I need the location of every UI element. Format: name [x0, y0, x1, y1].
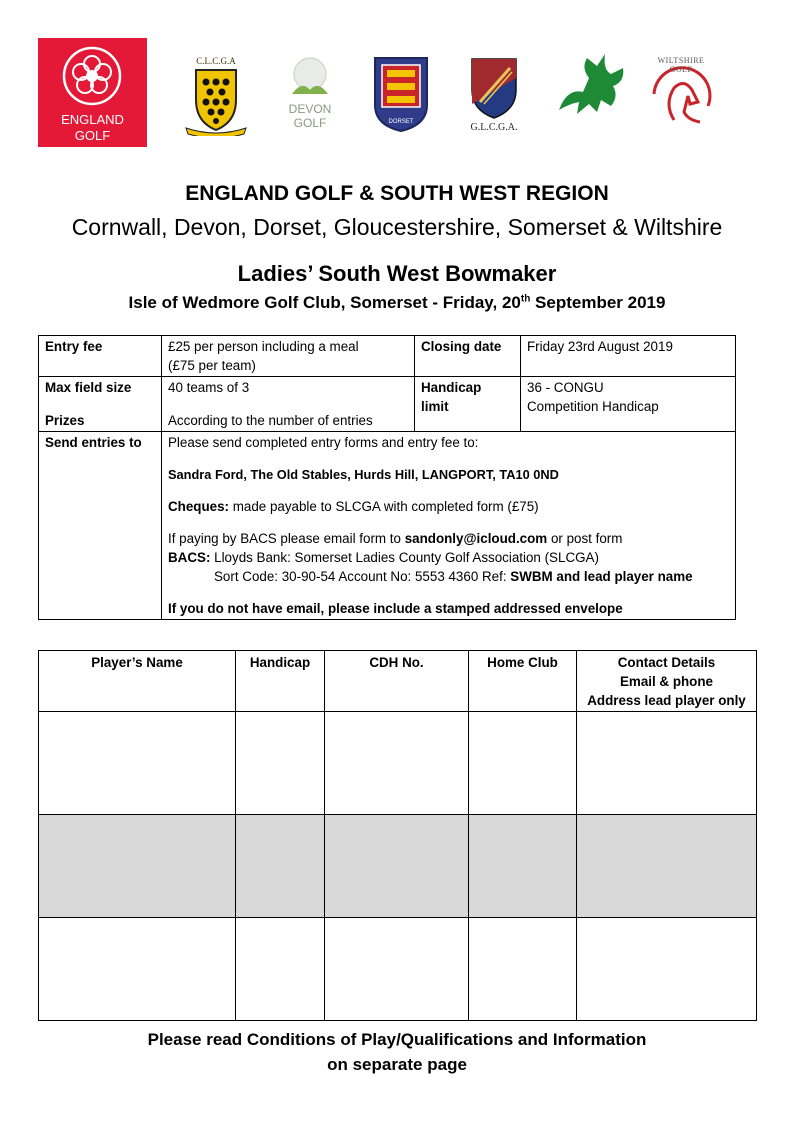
bacs-bank: Lloyds Bank: Somerset Ladies County Golf Association (SLCGA)	[210, 550, 599, 565]
handicap-label-2: limit	[421, 399, 449, 414]
col-handicap: Handicap	[236, 651, 325, 712]
prizes-value: According to the number of entries	[168, 413, 373, 428]
player-1-cdh-cell[interactable]	[325, 712, 469, 815]
no-email-note: If you do not have email, please include a stamped addressed envelope	[168, 601, 623, 616]
footer-line-1: Please read Conditions of Play/Qualifications and Information	[147, 1030, 647, 1049]
col-contact-details	[577, 651, 757, 712]
player-1-handicap-cell[interactable]	[236, 712, 325, 815]
bacs-bank-line	[168, 548, 729, 567]
player-3-handicap-cell[interactable]	[236, 918, 325, 1021]
player-3-name-cell[interactable]	[39, 918, 236, 1021]
postal-address: Sandra Ford, The Old Stables, Hurds Hill, LANGPORT, TA10 0ND	[168, 467, 559, 482]
player-2-club-cell[interactable]	[469, 815, 577, 918]
handicap-value	[521, 377, 736, 432]
player-2-cdh-cell[interactable]	[325, 815, 469, 918]
field-prizes-labels	[39, 377, 162, 432]
max-field-value: 40 teams of 3	[168, 380, 250, 395]
closing-date-label: Closing date	[415, 336, 521, 377]
entry-fee-row	[39, 336, 736, 377]
contact-heading-2: Email & phone	[619, 674, 713, 689]
sort-code-line	[168, 567, 729, 586]
dragon-logo	[553, 48, 633, 120]
england-golf-logo	[38, 38, 147, 147]
player-row-3	[39, 918, 757, 1021]
send-intro: Please send completed entry forms and entry fee to:	[168, 435, 479, 450]
send-entries-label: Send entries to	[39, 432, 162, 620]
entry-fee-label: Entry fee	[39, 336, 162, 377]
handicap-value-2: Competition Handicap	[527, 399, 659, 414]
prizes-label: Prizes	[45, 413, 85, 428]
wiltshire-golf-logo: WILTSHIRE GOLF	[644, 54, 718, 134]
glcga-shield-icon	[458, 56, 530, 120]
field-prizes-values	[162, 377, 415, 432]
cornwall-shield-icon	[180, 66, 252, 136]
england-golf-text-2: GOLF	[74, 128, 111, 143]
player-row-2	[39, 815, 757, 918]
handicap-label	[415, 377, 521, 432]
venue-month: September 2019	[530, 293, 666, 312]
player-1-club-cell[interactable]	[469, 712, 577, 815]
bacs-label: BACS:	[168, 550, 211, 565]
england-golf-text-1: ENGLAND	[61, 112, 124, 127]
cheques-line	[168, 497, 729, 516]
counties-subtitle: Cornwall, Devon, Dorset, Gloucestershire, Somerset & Wiltshire	[71, 214, 723, 240]
cheques-label: Cheques:	[168, 499, 230, 514]
send-entries-row	[39, 432, 736, 620]
devon-golf-logo: DEVON GOLF	[282, 56, 338, 136]
col-cdh-no: CDH No.	[325, 651, 469, 712]
venue-date	[0, 293, 794, 313]
player-1-name-cell[interactable]	[39, 712, 236, 815]
players-entry-table	[38, 650, 757, 1021]
player-row-1	[39, 712, 757, 815]
send-entries-details	[162, 432, 736, 620]
glcga-logo: G.L.C.G.A.	[458, 56, 530, 138]
handicap-label-1: Handicap	[421, 380, 482, 395]
player-3-contact-cell[interactable]	[577, 918, 757, 1021]
bacs-email-post: or post form	[547, 531, 623, 546]
max-field-label: Max field size	[45, 380, 132, 395]
entry-info-table	[38, 335, 736, 620]
contact-heading-1: Contact Details	[617, 655, 716, 670]
bacs-email-link[interactable]: sandonly@icloud.com	[404, 531, 548, 546]
closing-date-value: Friday 23rd August 2019	[521, 336, 736, 377]
reference-text: SWBM and lead player name	[510, 569, 693, 584]
col-player-name: Player’s Name	[39, 651, 236, 712]
date-suffix: th	[520, 293, 531, 305]
golf-ball-icon	[282, 56, 338, 98]
dorset-logo: DORSET	[372, 55, 430, 133]
clcga-logo: C.L.C.G.A	[180, 56, 252, 136]
col-home-club: Home Club	[469, 651, 577, 712]
players-header-row	[39, 651, 757, 712]
bacs-email-line	[168, 529, 729, 548]
footer-line-2: on separate page	[327, 1055, 467, 1074]
entry-fee-line: £25 per person including a meal	[168, 339, 359, 354]
region-title: ENGLAND GOLF & SOUTH WEST REGION	[185, 182, 609, 205]
player-2-name-cell[interactable]	[39, 815, 236, 918]
footer-note	[0, 1027, 794, 1077]
entry-fee-value	[162, 336, 415, 377]
player-3-cdh-cell[interactable]	[325, 918, 469, 1021]
player-2-handicap-cell[interactable]	[236, 815, 325, 918]
player-2-contact-cell[interactable]	[577, 815, 757, 918]
event-title: Ladies’ South West Bowmaker	[237, 261, 557, 286]
handicap-value-1: 36 - CONGU	[527, 380, 604, 395]
field-size-row	[39, 377, 736, 432]
dragon-icon	[553, 48, 633, 120]
logo-strip	[38, 38, 718, 148]
entry-fee-team: (£75 per team)	[168, 358, 256, 373]
sort-code-text: Sort Code: 30-90-54 Account No: 5553 4360 Ref:	[214, 569, 511, 584]
venue-date-text: Isle of Wedmore Golf Club, Somerset - Friday, 20	[128, 293, 521, 312]
cheques-text: made payable to SLCGA with completed form (£75)	[229, 499, 539, 514]
contact-heading-3: Address lead player only	[587, 693, 746, 708]
player-3-club-cell[interactable]	[469, 918, 577, 1021]
player-1-contact-cell[interactable]	[577, 712, 757, 815]
bacs-email-pre: If paying by BACS please email form to	[168, 531, 405, 546]
